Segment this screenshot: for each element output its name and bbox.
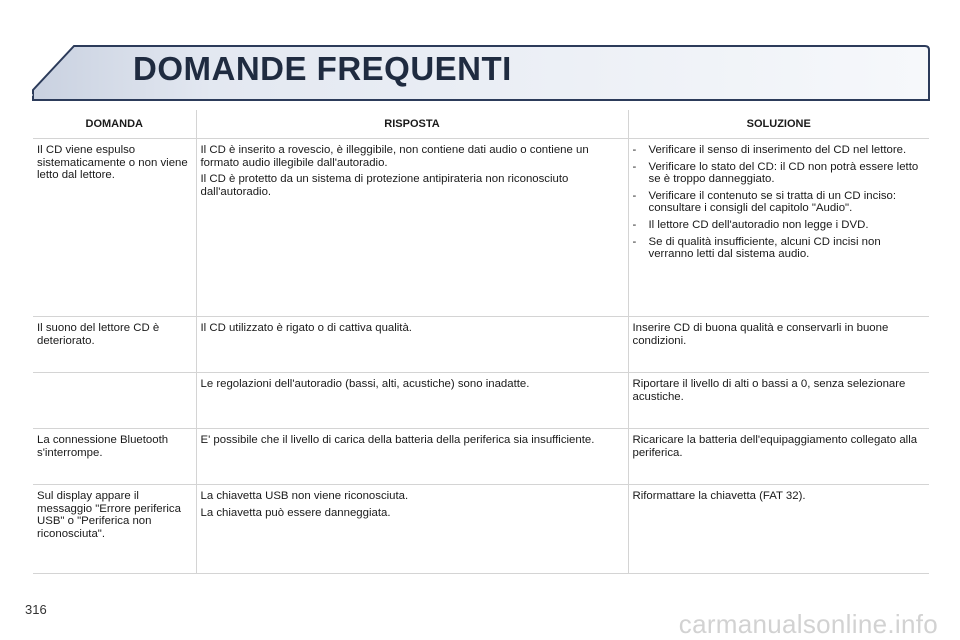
answer-cell: E' possibile che il livello di carica della batteria della periferica sia insufficiente. [196,429,628,485]
column-header-soluzione: SOLUZIONE [628,110,929,139]
answer-cell: La chiavetta USB non viene riconosciuta. La chiavetta può essere danneggiata. [196,485,628,574]
solution-list [633,144,925,261]
answer-cell: Le regolazioni dell'autoradio (bassi, alti, acustiche) sono inadatte. [196,373,628,429]
page-header [0,0,960,110]
list-item: - Il lettore CD dell'autoradio non legge i DVD. [633,219,925,232]
table-row [33,429,929,485]
answer-cell: Il CD utilizzato è rigato o di cattiva qualità. [196,317,628,373]
list-item: - Verificare il contenuto se si tratta di un CD inciso: consultare i consigli del capitolo "Audio". [633,190,925,215]
answer-cell: Il CD è inserito a rovescio, è illeggibile, non contiene dati audio o contiene un formato audio illegibile dall'autoradio. Il CD è protetto da un sistema di protezione antipirateria non riconosciuto dall'autoradio. [196,139,628,317]
faq-table [33,110,929,574]
column-header-domanda: DOMANDA [33,110,196,139]
watermark: carmanualsonline.info [678,609,938,639]
solution-cell: Ricaricare la batteria dell'equipaggiamento collegato alla periferica. [628,429,929,485]
table-header-row [33,110,929,139]
question-cell: Il CD viene espulso sistematicamente o non viene letto dal lettore. [33,139,196,317]
list-item: - Se di qualità insufficiente, alcuni CD incisi non verranno letti dal sistema audio. [633,236,925,261]
list-item: - Verificare lo stato del CD: il CD non potrà essere letto se è troppo danneggiato. [633,161,925,186]
solution-cell: Riportare il livello di alti o bassi a 0, senza selezionare acustiche. [628,373,929,429]
table-row [33,139,929,317]
solution-cell [628,139,929,317]
question-cell [33,373,196,429]
solution-cell: Inserire CD di buona qualità e conservarli in buone condizioni. [628,317,929,373]
question-cell: Il suono del lettore CD è deteriorato. [33,317,196,373]
list-item: - Verificare il senso di inserimento del CD nel lettore. [633,144,925,157]
column-header-risposta: RISPOSTA [196,110,628,139]
page-number: 316 [25,602,47,617]
table-row [33,317,929,373]
question-cell: Sul display appare il messaggio "Errore periferica USB" o "Periferica non riconosciuta". [33,485,196,574]
table-row [33,485,929,574]
solution-cell: Riformattare la chiavetta (FAT 32). [628,485,929,574]
page-title: DOMANDE FREQUENTI [133,50,512,87]
table-row [33,373,929,429]
question-cell: La connessione Bluetooth s'interrompe. [33,429,196,485]
